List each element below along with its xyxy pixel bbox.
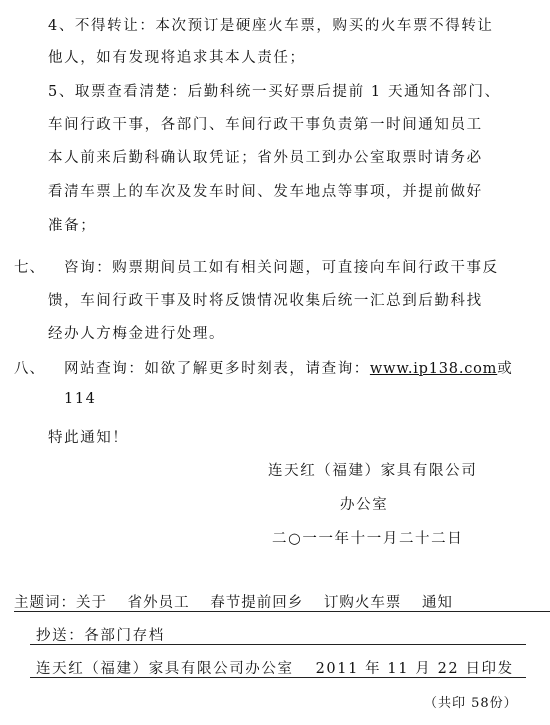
keyword-0: 省外员工 xyxy=(127,595,190,611)
copy-count: （共印 58份） xyxy=(424,696,518,711)
issuer-rule xyxy=(30,677,526,678)
item-5-line-2: 车间行政干事，各部门、车间行政干事负责第一时间通知员工 xyxy=(48,117,483,133)
issue-date: 二○一一年十一月二十二日 xyxy=(272,531,464,547)
section-7-line-1: 咨询：购票期间员工如有相关问题，可直接向车间行政干事反 xyxy=(64,260,499,276)
item-5-line-3: 本人前来后勤科确认取凭证；省外员工到办公室取票时请务必 xyxy=(48,150,483,166)
item-5-line-4: 看清车票上的车次及发车时间、发车地点等事项，并提前做好 xyxy=(48,184,483,200)
section-8-line-2: 114 xyxy=(64,391,97,407)
subject-keywords xyxy=(14,591,474,612)
keyword-3: 通知 xyxy=(421,595,453,611)
issuer-line xyxy=(36,657,514,678)
section-7-marker: 七、 xyxy=(14,260,45,276)
section-8-line-1 xyxy=(64,357,513,378)
section-8-marker: 八、 xyxy=(14,361,45,377)
keyword-1: 春节提前回乡 xyxy=(210,595,304,611)
section-8-or: 或 xyxy=(497,361,514,377)
section-7-line-3: 经办人方梅金进行处理。 xyxy=(48,326,226,342)
closing-notice: 特此通知！ xyxy=(48,430,129,446)
website-link[interactable]: www.ip138.com xyxy=(369,361,498,377)
issuer-name: 连天红（福建）家具有限公司办公室 xyxy=(36,661,294,677)
keyword-2: 订购火车票 xyxy=(323,595,402,611)
office-name: 办公室 xyxy=(340,497,389,513)
company-name: 连天红（福建）家具有限公司 xyxy=(268,463,478,479)
issuer-date: 2011 年 11 月 22 日印发 xyxy=(315,661,514,677)
keywords-label: 主题词：关于 xyxy=(14,595,107,611)
section-8-text: 网站查询：如欲了解更多时刻表，请查询： xyxy=(64,361,370,377)
item-4-line-1: 4、不得转让：本次预订是硬座火车票，购买的火车票不得转让 xyxy=(48,18,494,34)
item-5-line-1: 5、取票查看清楚：后勤科统一买好票后提前 1 天通知各部门、 xyxy=(48,84,501,100)
item-5-line-5: 准备； xyxy=(48,218,97,234)
cc-rule xyxy=(30,644,526,645)
cc-line: 抄送：各部门存档 xyxy=(36,628,165,644)
keywords-rule xyxy=(14,611,550,612)
section-7-line-2: 馈，车间行政干事及时将反馈情况收集后统一汇总到后勤科找 xyxy=(48,293,483,309)
item-4-line-2: 他人，如有发现将追求其本人责任； xyxy=(48,50,306,66)
